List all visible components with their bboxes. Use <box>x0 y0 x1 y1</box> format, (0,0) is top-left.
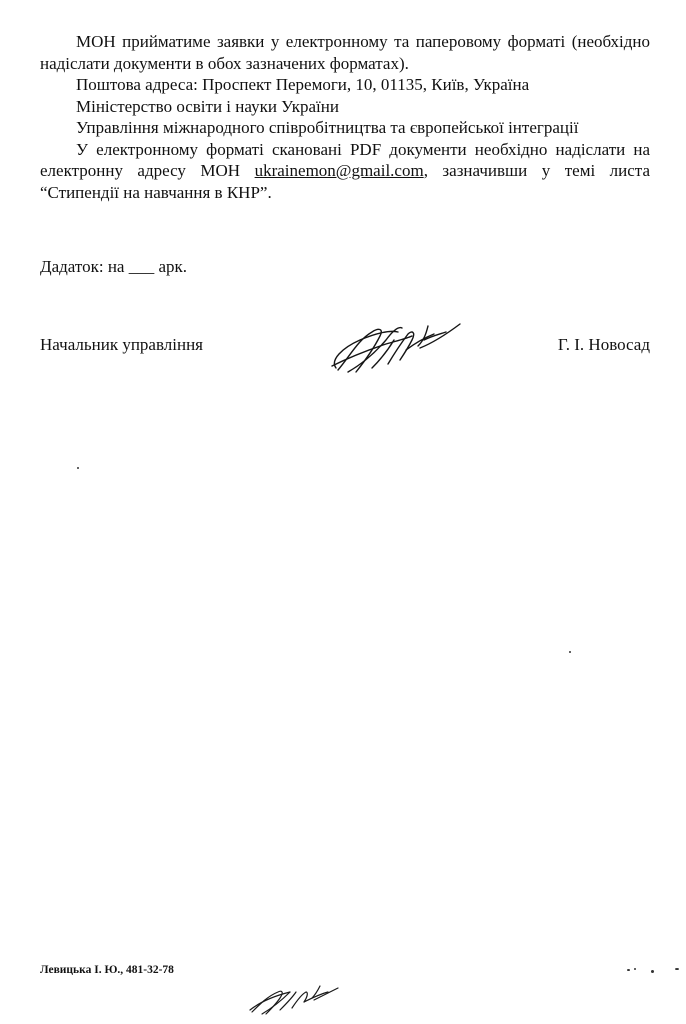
scan-speck <box>651 970 654 973</box>
email-link[interactable]: ukrainemon@gmail.com <box>254 161 424 180</box>
scan-speck <box>675 968 679 970</box>
paragraph-email-instructions <box>40 139 650 204</box>
initials-signature-icon <box>246 984 341 1016</box>
paragraph-application-formats: МОН прийматиме заявки у електронному та паперовому форматі (необхідно надіслати документи в обох зазначених форматах). <box>40 32 650 73</box>
signatory-name: Г. І. Новосад <box>557 335 650 354</box>
scan-speck <box>634 968 636 970</box>
email-instructions-text: У електронному форматі скановані PDF документи необхідно надіслати на електронну адресу МОН <box>40 139 650 180</box>
handwritten-signature-icon <box>328 318 463 376</box>
paragraph-department-name: Управління міжнародного співробітництва та європейської інтеграції <box>76 118 579 137</box>
scan-speck <box>627 969 630 971</box>
scan-speck <box>77 467 79 469</box>
paragraph-postal-address: Поштова адреса: Проспект Перемоги, 10, 01135, Київ, Україна <box>76 75 530 94</box>
executor-contact: Левицька І. Ю., 481-32-78 <box>40 964 174 976</box>
paragraph-ministry-name: Міністерство освіти і науки України <box>76 96 339 116</box>
scan-speck <box>569 651 571 653</box>
email-subject-text: , зазначивши у темі листа “Стипендії на навчання в КНР”. <box>40 161 650 202</box>
letter-body <box>40 31 650 203</box>
attachment-note: Дадаток: на ___ арк. <box>40 257 188 276</box>
signatory-title: Начальник управління <box>40 335 203 354</box>
